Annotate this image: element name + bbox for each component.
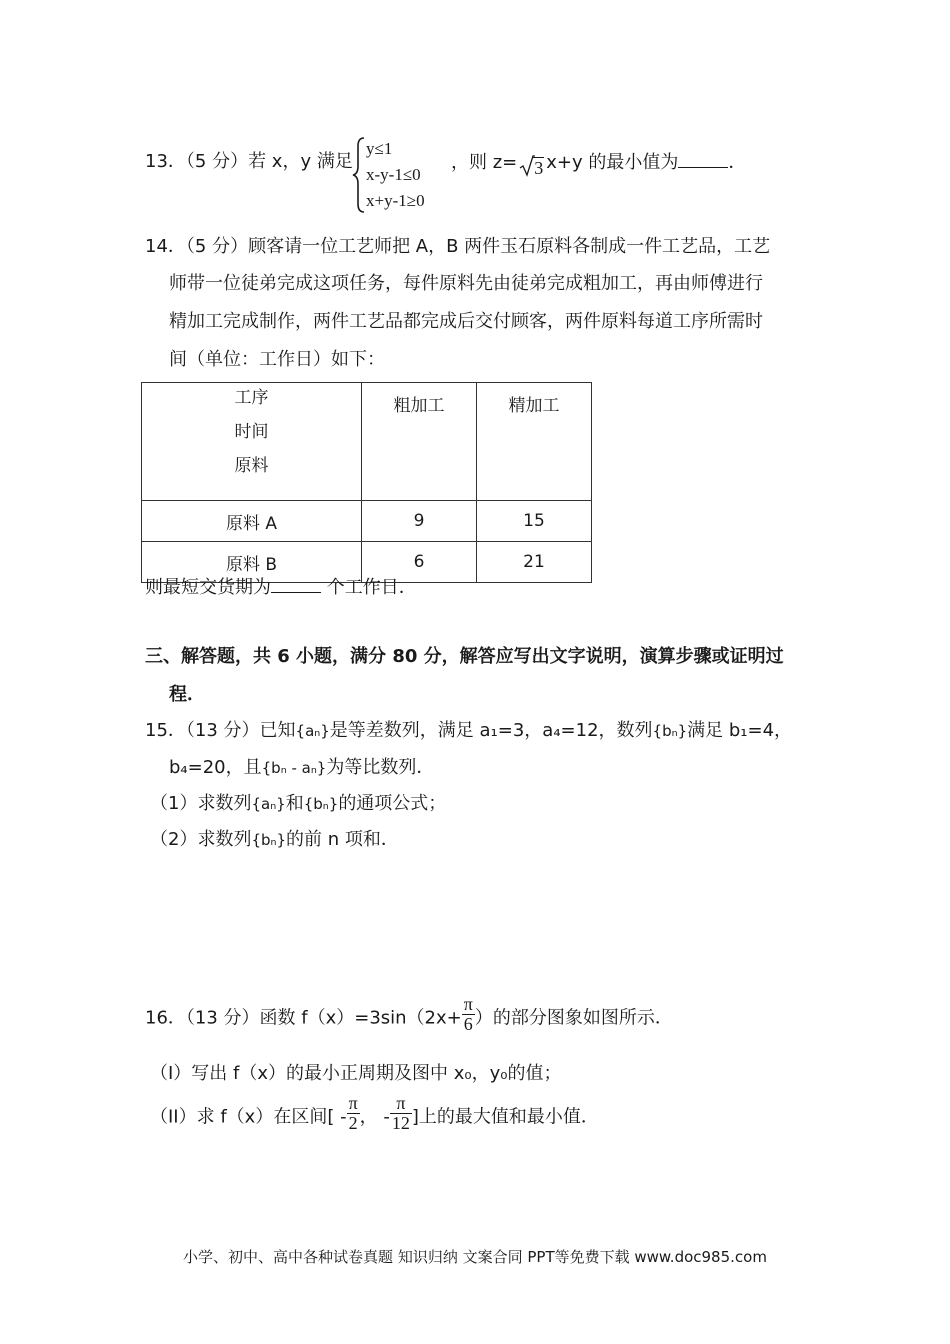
q16-p2b: ]上的最大值和最小值． (411, 1106, 599, 1128)
constraint-2: x-y-1≤0 (366, 165, 421, 184)
row-b-name: 原料 B (142, 542, 362, 583)
q15-p2b: 的前 n 项和． (286, 829, 399, 850)
header-process: 工序 (234, 388, 269, 408)
frac-num: π (348, 1093, 358, 1113)
page-footer: 小学、初中、高中各种试卷真题 知识归纳 文案合同 PPT等免费下载 www.doc985.com (183, 1248, 767, 1266)
constraint-1: y≤1 (366, 139, 393, 158)
q14-after-post: 个工作日． (321, 577, 417, 598)
sqrt-icon (519, 155, 535, 177)
row-b-rough: 6 (362, 542, 477, 583)
sqrt-arg: 3 (534, 158, 544, 178)
q15-l2b: 为等比数列． (326, 757, 435, 778)
q13-suffix: x+y 的最小值为 (546, 152, 679, 173)
frac-den: 6 (463, 1013, 473, 1034)
p1-seq-b: {bₙ} (303, 795, 339, 813)
fraction-pi-over-12 (390, 1094, 412, 1133)
row-a-rough: 9 (362, 501, 477, 542)
frac-den: 2 (348, 1112, 358, 1133)
q16-p2-mid: ， - (359, 1106, 390, 1128)
q15-part-2 (150, 831, 399, 849)
q13-tail (451, 152, 747, 178)
p2-seq: {bₙ} (251, 831, 287, 849)
q15-line-1 (145, 722, 792, 740)
q13-prefix: 13．（5 分）若 x，y 满足 (145, 151, 353, 172)
header-time: 时间 (234, 422, 269, 442)
q16-p2a: （II）求 f（x）在区间[ - (150, 1106, 347, 1128)
q15-p1b: 和 (285, 793, 304, 814)
q16-l1a: 16．（13 分）函数 f（x）=3sin（2x+ (145, 1007, 462, 1029)
left-brace-icon (352, 136, 366, 214)
q15-p1c: 的通项公式； (338, 793, 447, 814)
frac-den: 12 (391, 1112, 410, 1133)
q13-mid: ，则 z= (451, 152, 518, 173)
seq-b: {bₙ} (652, 722, 688, 740)
q14-line-4: 间（单位：工作日）如下： (169, 349, 385, 370)
q13-end: ． (728, 152, 747, 173)
q13-constraint-system (352, 136, 462, 214)
p1-seq-a: {aₙ} (251, 795, 286, 813)
q16-part-2 (150, 1093, 599, 1133)
q15-l1c: 满足 b₁=4， (687, 720, 793, 741)
q15-p1a: （1）求数列 (150, 793, 252, 814)
q15-l1a: 15．（13 分）已知 (145, 720, 296, 741)
row-a-name: 原料 A (142, 501, 362, 542)
q15-l2a: b₄=20，且 (169, 757, 262, 778)
q14-line-2: 师带一位徒弟完成这项任务，每件原料先由徒弟完成粗加工，再由师傅进行 (169, 273, 763, 294)
q13-answer-blank (678, 153, 728, 168)
q13-line (145, 153, 353, 171)
sqrt-expr (519, 159, 544, 177)
fraction-pi-over-2 (347, 1094, 360, 1133)
frac-num: π (463, 994, 473, 1014)
fraction-pi-over-6 (462, 995, 475, 1034)
row-b-fine: 21 (477, 542, 592, 583)
section-3-heading-line-2: 程． (169, 684, 205, 705)
seq-b-minus-a: {bₙ - aₙ} (261, 759, 327, 777)
header-material: 原料 (234, 456, 269, 476)
header-fine: 精加工 (477, 383, 592, 501)
header-cell-diagonal (142, 383, 362, 501)
q16-l1b: ）的部分图象如图所示． (474, 1007, 673, 1029)
frac-num: π (390, 1094, 412, 1114)
header-rough: 粗加工 (362, 383, 477, 501)
q14-line-1: 14．（5 分）顾客请一位工艺师把 A，B 两件玉石原料各制成一件工艺品，工艺 (145, 236, 771, 257)
q14-after-pre: 则最短交货期为 (145, 577, 271, 598)
q14-line-3: 精加工完成制作，两件工艺品都完成后交付顾客，两件原料每道工序所需时 (169, 311, 763, 332)
table-header-row (142, 383, 592, 501)
q15-p2a: （2）求数列 (150, 829, 252, 850)
q15-part-1 (150, 795, 446, 813)
q14-table (141, 382, 592, 583)
row-a-fine: 15 (477, 501, 592, 542)
constraint-3: x+y-1≥0 (366, 191, 425, 210)
section-3-heading-line-1: 三、解答题，共 6 小题，满分 80 分，解答应写出文字说明，演算步骤或证明过 (145, 646, 784, 667)
q15-line-2 (169, 759, 434, 777)
seq-a: {aₙ} (295, 722, 330, 740)
q14-answer-line (145, 578, 417, 597)
q15-l1b: 是等差数列，满足 a₁=3，a₄=12，数列 (329, 720, 653, 741)
q14-answer-blank (271, 578, 321, 593)
q16-line-1 (145, 994, 673, 1034)
table-row (142, 501, 592, 542)
q16-part-1: （I）写出 f（x）的最小正周期及图中 x₀，y₀的值； (150, 1063, 562, 1084)
